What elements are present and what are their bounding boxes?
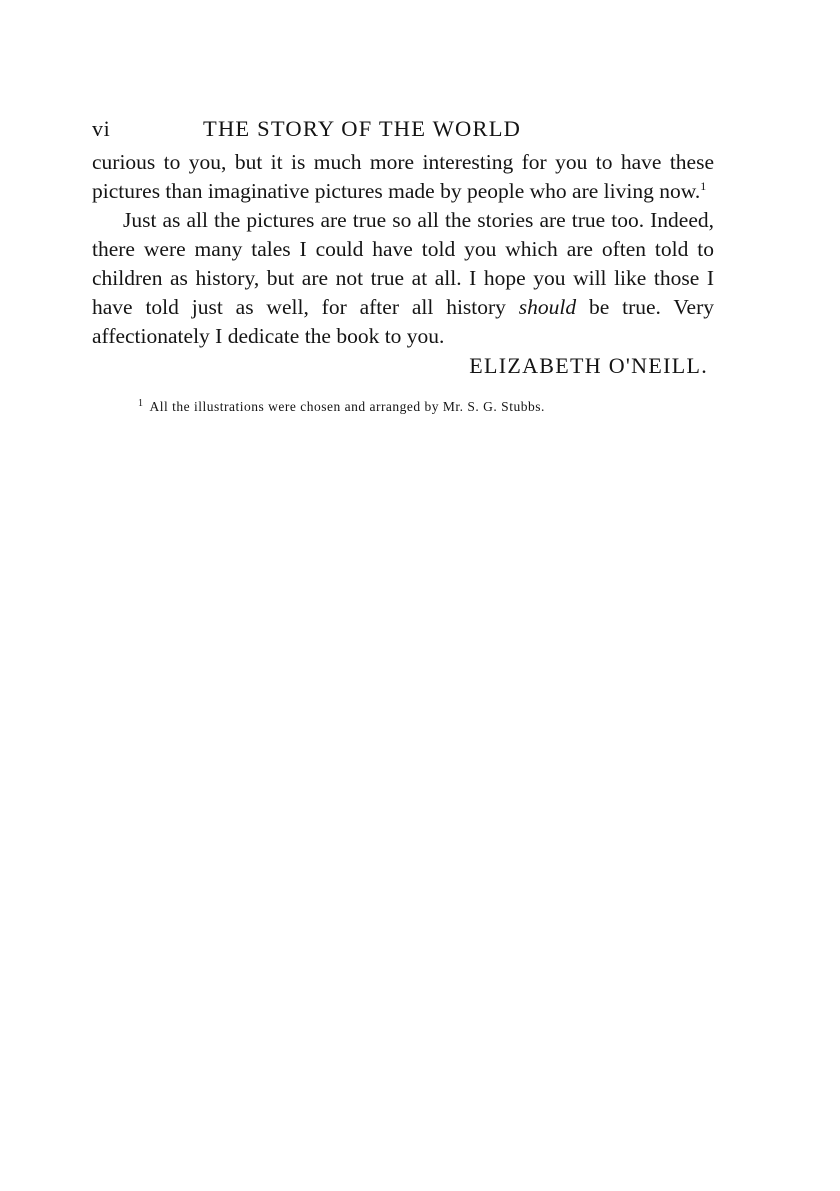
paragraph-2-part-1: Just as all the pictures are true so all the stories are true too. Indeed, there were many tales I could have told you which are often told to children as history, but are not true at all. I hope you will like those I have told just as well, for after all history <box>92 208 714 319</box>
paragraph-continuation <box>92 148 714 206</box>
author-signature: ELIZABETH O'NEILL. <box>469 353 708 378</box>
running-title: THE STORY OF THE WORLD <box>203 116 522 141</box>
footnote-marker: 1 <box>138 398 144 409</box>
emphasized-word: should <box>518 295 577 319</box>
paragraph-dedication <box>92 206 714 351</box>
book-page <box>92 112 714 416</box>
footnote-text: All the illustrations were chosen and arranged by Mr. S. G. Stubbs. <box>149 399 545 414</box>
footnote-reference: 1 <box>700 179 707 193</box>
paragraph-2-part-2: be true. Very affectionately I dedicate the book to you. <box>92 295 714 348</box>
body-text <box>92 148 714 351</box>
page-number: vi <box>92 116 111 141</box>
paragraph-1-text: curious to you, but it is much more interesting for you to have these pictures than imaginative pictures made by people who are living now. <box>92 150 714 203</box>
running-head <box>92 112 714 148</box>
footnote <box>138 398 714 416</box>
